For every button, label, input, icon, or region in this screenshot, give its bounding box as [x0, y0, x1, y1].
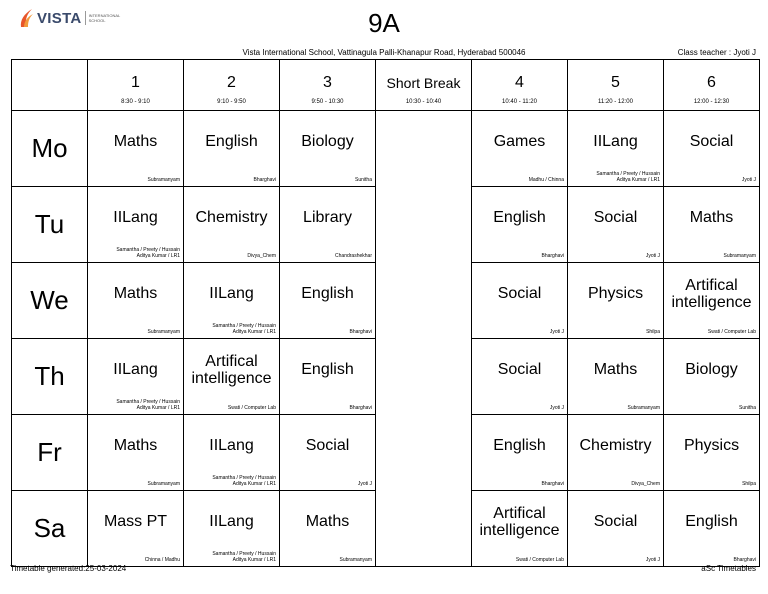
teacher-name: Samantha / Preety / Hussain Aditya Kumar / LR1 [596, 171, 660, 183]
period-header-row [12, 60, 760, 111]
lesson-cell [472, 491, 568, 567]
subject-name: Library [303, 209, 352, 226]
teacher-name: Swati / Computer Lab [227, 405, 276, 411]
lesson-cell [88, 187, 184, 263]
subject-name: Maths [305, 513, 350, 530]
subject-name: Mass PT [103, 513, 168, 530]
teacher-name: Subramanyam [339, 557, 372, 563]
teacher-name: Jyoti J [741, 177, 756, 183]
subject-name: IILang [113, 209, 158, 226]
lesson-cell [664, 415, 760, 491]
subject-name: Maths [113, 133, 158, 150]
lesson-cell [184, 339, 280, 415]
lesson-cell [280, 415, 376, 491]
corner-cell [12, 60, 88, 111]
lesson-cell [280, 339, 376, 415]
teacher-name: Chandrashekhar [335, 253, 372, 259]
subject-name: Artifical intelligence [479, 504, 560, 539]
teacher-name: Subramanyam [147, 329, 180, 335]
subject-name: Social [689, 133, 734, 150]
timetable [11, 59, 760, 567]
subject-name: Chemistry [195, 209, 268, 226]
lesson-cell [664, 111, 760, 187]
lesson-cell [472, 415, 568, 491]
break-header [376, 60, 472, 111]
teacher-name: Swati / Computer Lab [707, 329, 756, 335]
subject-name: Artifical intelligence [671, 276, 752, 311]
lesson-cell [88, 263, 184, 339]
period-number: 6 [707, 74, 716, 91]
lesson-cell [184, 491, 280, 567]
teacher-name: Sunitha [739, 405, 756, 411]
lesson-cell [472, 263, 568, 339]
lesson-cell [664, 339, 760, 415]
teacher-name: Bharghavi [349, 329, 372, 335]
logo-wordmark: VISTA [37, 9, 82, 27]
period-header [88, 60, 184, 111]
teacher-name: Samantha / Preety / Hussain Aditya Kumar / LR1 [212, 551, 276, 563]
lesson-cell [184, 263, 280, 339]
lesson-cell [664, 263, 760, 339]
subject-name: English [205, 133, 258, 150]
day-label: Mo [12, 111, 88, 187]
school-address: Vista International School, Vattinagula Palli-Khanapur Road, Hyderabad 500046 [242, 48, 526, 57]
lesson-cell [184, 415, 280, 491]
break-column [376, 111, 472, 567]
lesson-cell [184, 187, 280, 263]
day-label: We [12, 263, 88, 339]
subject-name: Biology [301, 133, 354, 150]
teacher-name: Shilpa [646, 329, 660, 335]
teacher-name: Jyoti J [645, 557, 660, 563]
subject-name: Social [593, 209, 638, 226]
day-label: Tu [12, 187, 88, 263]
period-time: 10:30 - 10:40 [405, 99, 442, 105]
period-time: 9:50 - 10:30 [311, 99, 344, 105]
subject-name: IILang [593, 133, 638, 150]
subject-name: Social [593, 513, 638, 530]
teacher-name: Subramanyam [147, 481, 180, 487]
period-time: 11:20 - 12:00 [598, 99, 633, 105]
teacher-name: Subramanyam [147, 177, 180, 183]
period-time: 12:00 - 12:30 [693, 99, 730, 105]
subject-name: Social [305, 437, 350, 454]
period-header [280, 60, 376, 111]
lesson-cell [184, 111, 280, 187]
lesson-cell [664, 491, 760, 567]
subject-name: IILang [209, 437, 254, 454]
teacher-name: Samantha / Preety / Hussain Aditya Kumar / LR1 [212, 323, 276, 335]
teacher-name: Jyoti J [549, 405, 564, 411]
lesson-cell [280, 491, 376, 567]
teacher-name: Divya_Chem [247, 253, 276, 259]
period-header [184, 60, 280, 111]
lesson-cell [472, 187, 568, 263]
lesson-cell [568, 187, 664, 263]
generated-date: Timetable generated:25-03-2024 [10, 564, 127, 573]
teacher-name: Divya_Chem [631, 481, 660, 487]
subject-name: English [685, 513, 738, 530]
period-header [472, 60, 568, 111]
teacher-name: Subramanyam [723, 253, 756, 259]
teacher-name: Bharghavi [541, 481, 564, 487]
lesson-cell [280, 263, 376, 339]
subject-name: Games [493, 133, 546, 150]
period-number: 3 [323, 74, 332, 91]
teacher-name: Sunitha [355, 177, 372, 183]
day-row [12, 111, 760, 187]
period-number: 5 [611, 74, 620, 91]
subject-name: English [301, 361, 354, 378]
teacher-name: Jyoti J [645, 253, 660, 259]
teacher-name: Bharghavi [541, 253, 564, 259]
teacher-name: Bharghavi [733, 557, 756, 563]
teacher-name: Swati / Computer Lab [515, 557, 564, 563]
teacher-name: Chinna / Madhu [144, 557, 180, 563]
teacher-name: Samantha / Preety / Hussain Aditya Kumar / LR1 [116, 247, 180, 259]
lesson-cell [568, 263, 664, 339]
subject-name: English [493, 209, 546, 226]
lesson-cell [280, 111, 376, 187]
subject-name: Physics [587, 285, 644, 302]
teacher-name: Shilpa [742, 481, 756, 487]
teacher-name: Bharghavi [349, 405, 372, 411]
period-time: 8:30 - 9:10 [121, 99, 150, 105]
subject-name: Maths [113, 437, 158, 454]
subject-name: Chemistry [579, 437, 652, 454]
teacher-name: Jyoti J [549, 329, 564, 335]
lesson-cell [568, 491, 664, 567]
class-teacher: Class teacher : Jyoti J [677, 48, 756, 57]
subject-name: Biology [685, 361, 738, 378]
break-label: Short Break [386, 75, 461, 91]
lesson-cell [88, 339, 184, 415]
subject-name: Social [497, 361, 542, 378]
subject-name: IILang [113, 361, 158, 378]
subject-name: IILang [209, 285, 254, 302]
lesson-cell [88, 415, 184, 491]
subject-name: Maths [593, 361, 638, 378]
period-time: 9:10 - 9:50 [217, 99, 246, 105]
lesson-cell [472, 339, 568, 415]
period-number: 2 [227, 74, 236, 91]
teacher-name: Samantha / Preety / Hussain Aditya Kumar / LR1 [116, 399, 180, 411]
subject-name: Artifical intelligence [191, 352, 272, 387]
lesson-cell [568, 415, 664, 491]
period-time: 10:40 - 11:20 [502, 99, 537, 105]
subject-name: Maths [113, 285, 158, 302]
teacher-name: Jyoti J [357, 481, 372, 487]
day-label: Fr [12, 415, 88, 491]
period-number: 1 [131, 74, 140, 91]
subject-name: IILang [209, 513, 254, 530]
teacher-name: Samantha / Preety / Hussain Aditya Kumar / LR1 [212, 475, 276, 487]
lesson-cell [568, 339, 664, 415]
lesson-cell [280, 187, 376, 263]
page-title: 9A [368, 8, 400, 38]
teacher-name: Bharghavi [253, 177, 276, 183]
subject-name: Social [497, 285, 542, 302]
software-credit: aSc Timetables [701, 564, 756, 573]
subject-name: Maths [689, 209, 734, 226]
teacher-name: Madhu / Chinna [528, 177, 564, 183]
logo-subtitle: INTERNATIONAL SCHOOL [88, 13, 121, 23]
lesson-cell [472, 111, 568, 187]
lesson-cell [88, 491, 184, 567]
period-header [664, 60, 760, 111]
lesson-cell [568, 111, 664, 187]
subject-name: Physics [683, 437, 740, 454]
day-label: Sa [12, 491, 88, 567]
subject-name: English [301, 285, 354, 302]
teacher-name: Subramanyam [627, 405, 660, 411]
period-number: 4 [515, 74, 524, 91]
lesson-cell [664, 187, 760, 263]
day-label: Th [12, 339, 88, 415]
lesson-cell [88, 111, 184, 187]
subject-name: English [493, 437, 546, 454]
period-header [568, 60, 664, 111]
